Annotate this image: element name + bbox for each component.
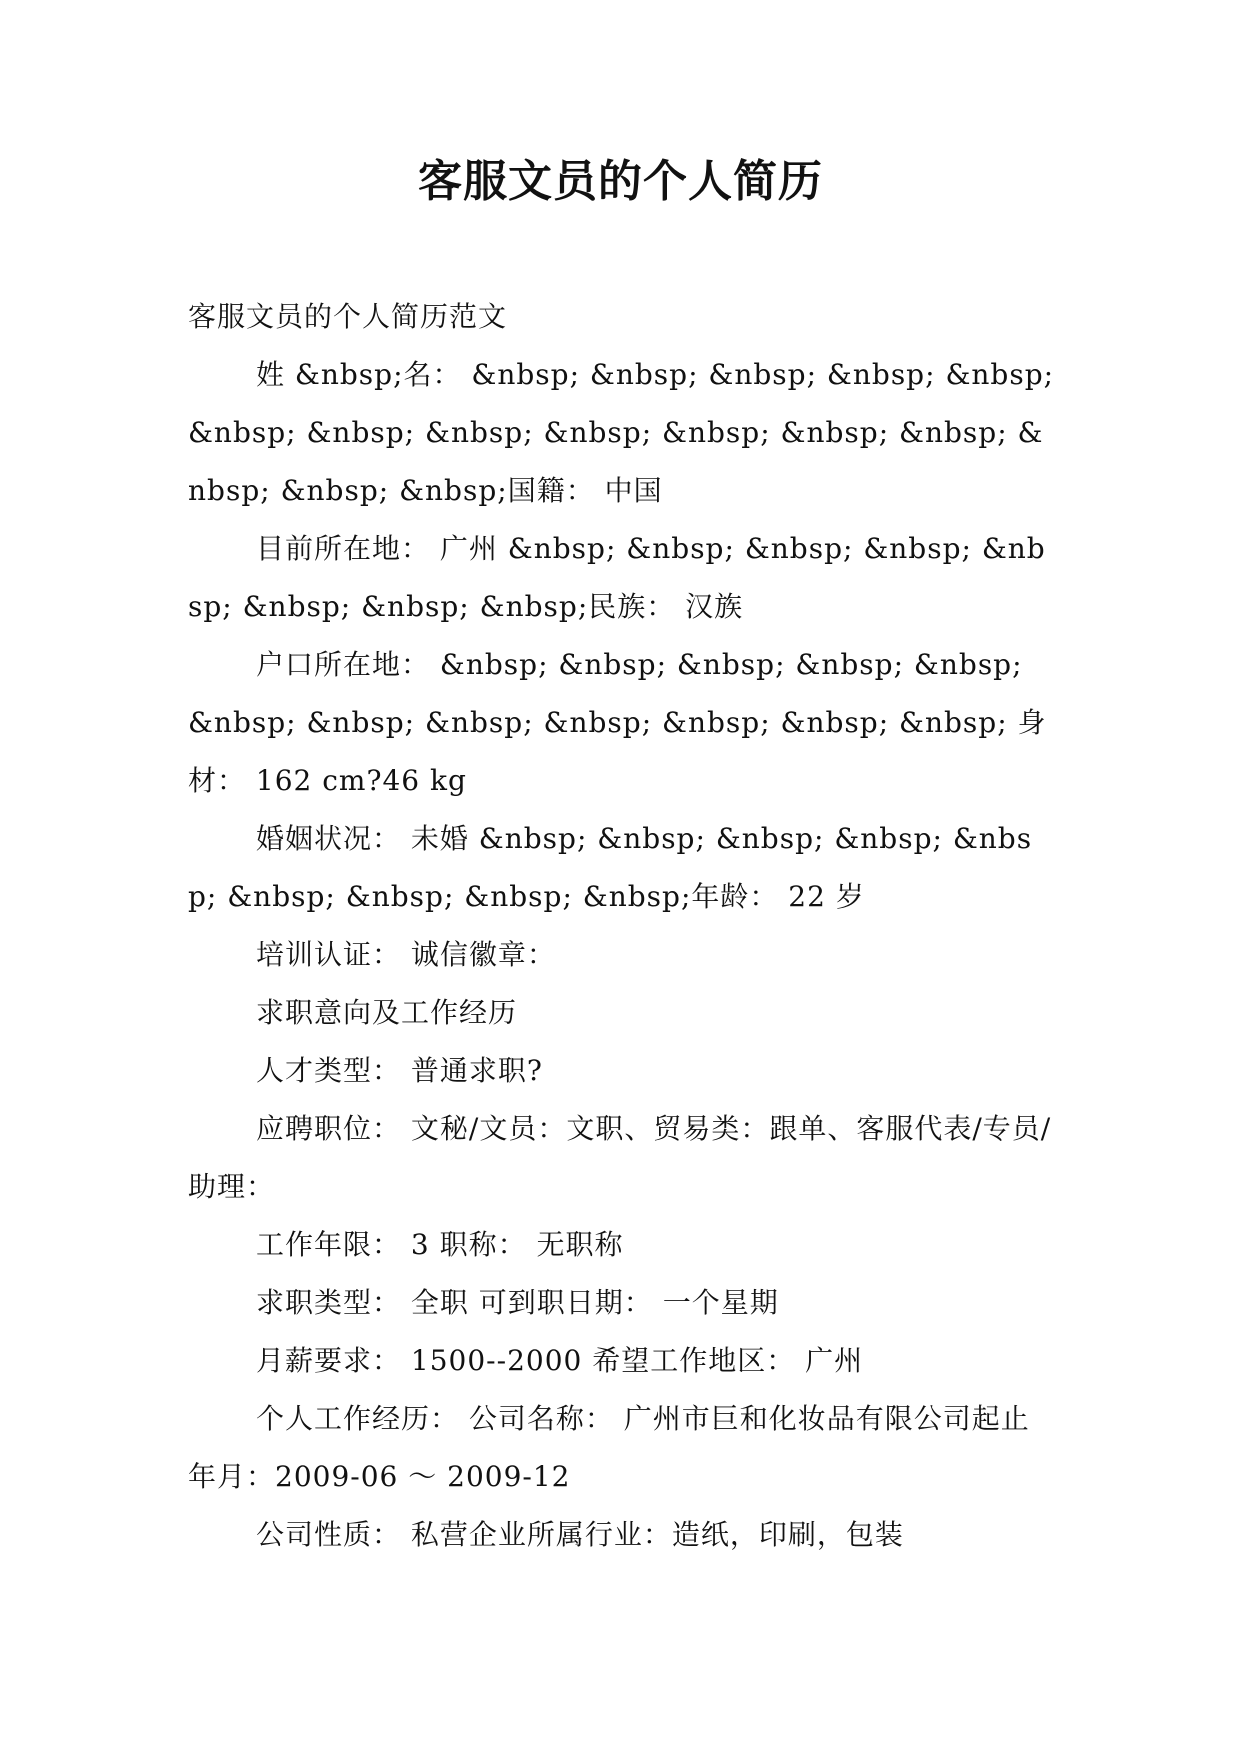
paragraph-talent-type: 人才类型： 普通求职? — [256, 1054, 543, 1087]
paragraph-hukou-figure: 户口所在地： &nbsp; &nbsp; &nbsp; &nbsp; &nbsp; &nbsp; &nbsp; &nbsp; &nbsp; &nbsp; &nbsp; &nbsp; 身材： 162 cm?46 kg — [188, 648, 1047, 797]
paragraph-company-nature: 公司性质： 私营企业所属行业：造纸，印刷，包装 — [256, 1518, 904, 1551]
paragraph-job-type: 求职类型： 全职 可到职日期： 一个星期 — [256, 1286, 779, 1319]
document-body — [188, 288, 1058, 1564]
paragraph-name-nationality: 姓 &nbsp;名： &nbsp; &nbsp; &nbsp; &nbsp; &nbsp; &nbsp; &nbsp; &nbsp; &nbsp; &nbsp; &nbsp; &nbsp; &nbsp; &nbsp; &nbsp;国籍： 中国 — [188, 358, 1055, 507]
paragraph-salary: 月薪要求： 1500--2000 希望工作地区： 广州 — [256, 1344, 864, 1377]
paragraph-work-experience: 个人工作经历： 公司名称： 广州市巨和化妆品有限公司起止年月：2009-06 ～ 2009-12 — [188, 1402, 1030, 1493]
paragraph-position: 应聘职位： 文秘/文员：文职、贸易类：跟单、客服代表/专员/助理： — [188, 1112, 1052, 1203]
document-title: 客服文员的个人简历 — [418, 156, 823, 207]
paragraph-work-years: 工作年限： 3 职称： 无职称 — [256, 1228, 624, 1261]
paragraph-marital-age: 婚姻状况： 未婚 &nbsp; &nbsp; &nbsp; &nbsp; &nbsp; &nbsp; &nbsp; &nbsp; &nbsp;年龄： 22 岁 — [188, 822, 1033, 913]
paragraph-certification: 培训认证： 诚信徽章： — [256, 938, 556, 971]
paragraph-location-ethnicity: 目前所在地： 广州 &nbsp; &nbsp; &nbsp; &nbsp; &nbsp; &nbsp; &nbsp; &nbsp;民族： 汉族 — [188, 532, 1046, 623]
paragraph-section-heading: 求职意向及工作经历 — [256, 996, 518, 1029]
paragraph-intro: 客服文员的个人简历范文 — [188, 300, 508, 333]
